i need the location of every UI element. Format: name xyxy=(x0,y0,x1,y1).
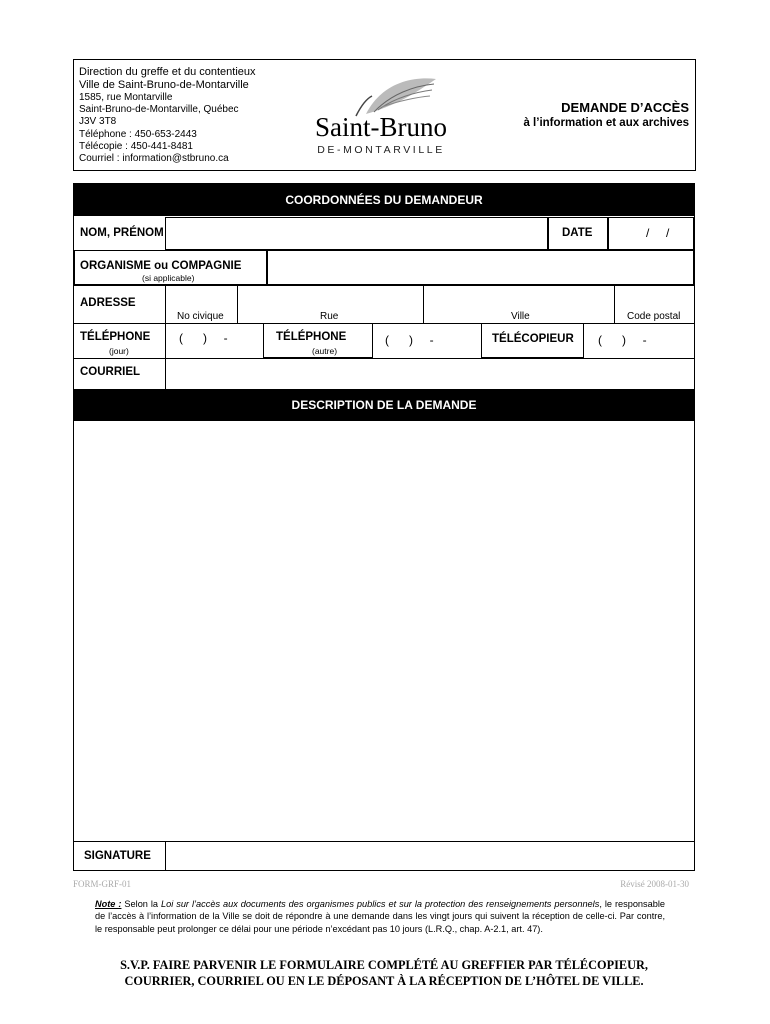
address-line: Téléphone : 450-653-2443 xyxy=(79,128,197,140)
city-field[interactable]: Ville xyxy=(511,311,530,322)
address-line: Courriel : information@stbruno.ca xyxy=(79,153,229,165)
law-title: Loi sur l’accès aux documents des organismes publics et sur la protection des renseignements personnels xyxy=(161,899,600,909)
address-line: Saint-Bruno-de-Montarville, Québec xyxy=(79,104,239,116)
note-text: , le responsable de l’accès à l’information de la Ville se doit de répondre à une demande dans les vingt jours qui suivent la réception de celle-ci. Par contre, le responsable peut prolonger ce délai pour une période n’excédant pas 10 jours (L.R.Q., chap. A-2.1, art. 47). xyxy=(95,899,665,934)
submission-instructions xyxy=(73,958,695,989)
organisation-field[interactable] xyxy=(267,250,694,285)
col-divider xyxy=(165,323,166,358)
address-line: Télécopie : 450-441-8481 xyxy=(79,140,193,152)
col-divider xyxy=(423,285,424,323)
form-code: FORM-GRF-01 xyxy=(73,879,132,889)
letterhead xyxy=(73,59,696,171)
address-label: ADRESSE xyxy=(80,297,136,309)
organisation-note: (si applicable) xyxy=(142,273,195,283)
col-divider xyxy=(237,285,238,323)
address-line: Ville de Saint-Bruno-de-Montarville xyxy=(79,79,249,91)
email-label: COURRIEL xyxy=(80,366,141,378)
request-form xyxy=(73,183,695,871)
address-line: 1585, rue Montarville xyxy=(79,92,173,103)
phone-day-label: TÉLÉPHONE xyxy=(80,331,151,343)
col-divider xyxy=(614,285,615,323)
name-field[interactable] xyxy=(165,217,548,250)
date-placeholder: / / xyxy=(646,226,670,240)
section-header-requester: COORDONNÉES DU DEMANDEUR xyxy=(74,184,694,216)
address-block xyxy=(79,66,256,165)
city-logo xyxy=(296,74,466,156)
instruction-line: COURRIER, COURRIEL OU EN LE DÉPOSANT À LA RÉCEPTION DE L’HÔTEL DE VILLE. xyxy=(124,973,644,988)
signature-label: SIGNATURE xyxy=(84,850,151,862)
title: DEMANDE D’ACCÈS xyxy=(561,100,689,115)
postal-code-field[interactable]: Code postal xyxy=(627,311,681,322)
revision-date: Révisé 2008-01-30 xyxy=(620,879,689,889)
note-label: Note : xyxy=(95,899,122,909)
signature-field[interactable] xyxy=(166,842,694,870)
street-number-field[interactable]: No civique xyxy=(177,311,224,322)
logo-subtitle: DE-MONTARVILLE xyxy=(317,144,445,156)
fax-field[interactable]: ( ) - xyxy=(598,333,647,347)
row-divider xyxy=(74,323,694,324)
row-divider xyxy=(74,285,694,286)
subtitle: à l’information et aux archives xyxy=(523,117,689,129)
fax-label: TÉLÉCOPIEUR xyxy=(492,333,574,345)
address-line: J3V 3T8 xyxy=(79,116,117,128)
name-label: NOM, PRÉNOM xyxy=(80,227,164,239)
description-textarea[interactable] xyxy=(74,421,694,841)
phone-other-label: TÉLÉPHONE xyxy=(276,331,347,343)
note-text: Selon la xyxy=(121,899,161,909)
form-meta xyxy=(73,879,695,889)
date-label: DATE xyxy=(562,227,593,239)
street-field[interactable]: Rue xyxy=(320,311,339,322)
email-field[interactable] xyxy=(166,359,694,389)
organisation-label: ORGANISME ou COMPAGNIE xyxy=(80,260,242,272)
phone-day-field[interactable]: ( ) - xyxy=(179,331,228,345)
phone-day-note: (jour) xyxy=(109,346,129,356)
document-title xyxy=(523,100,689,129)
section-header-description: DESCRIPTION DE LA DEMANDE xyxy=(74,389,694,421)
address-line: Direction du greffe et du contentieux xyxy=(79,66,256,78)
phone-other-field[interactable]: ( ) - xyxy=(385,333,434,347)
legal-note xyxy=(95,898,665,935)
instruction-line: S.V.P. FAIRE PARVENIR LE FORMULAIRE COMPLÉTÉ AU GREFFIER PAR TÉLÉCOPIEUR, xyxy=(120,958,648,972)
logo-wordmark: Saint-Bruno xyxy=(315,112,447,142)
phone-other-note: (autre) xyxy=(312,346,338,356)
col-divider xyxy=(165,285,166,323)
